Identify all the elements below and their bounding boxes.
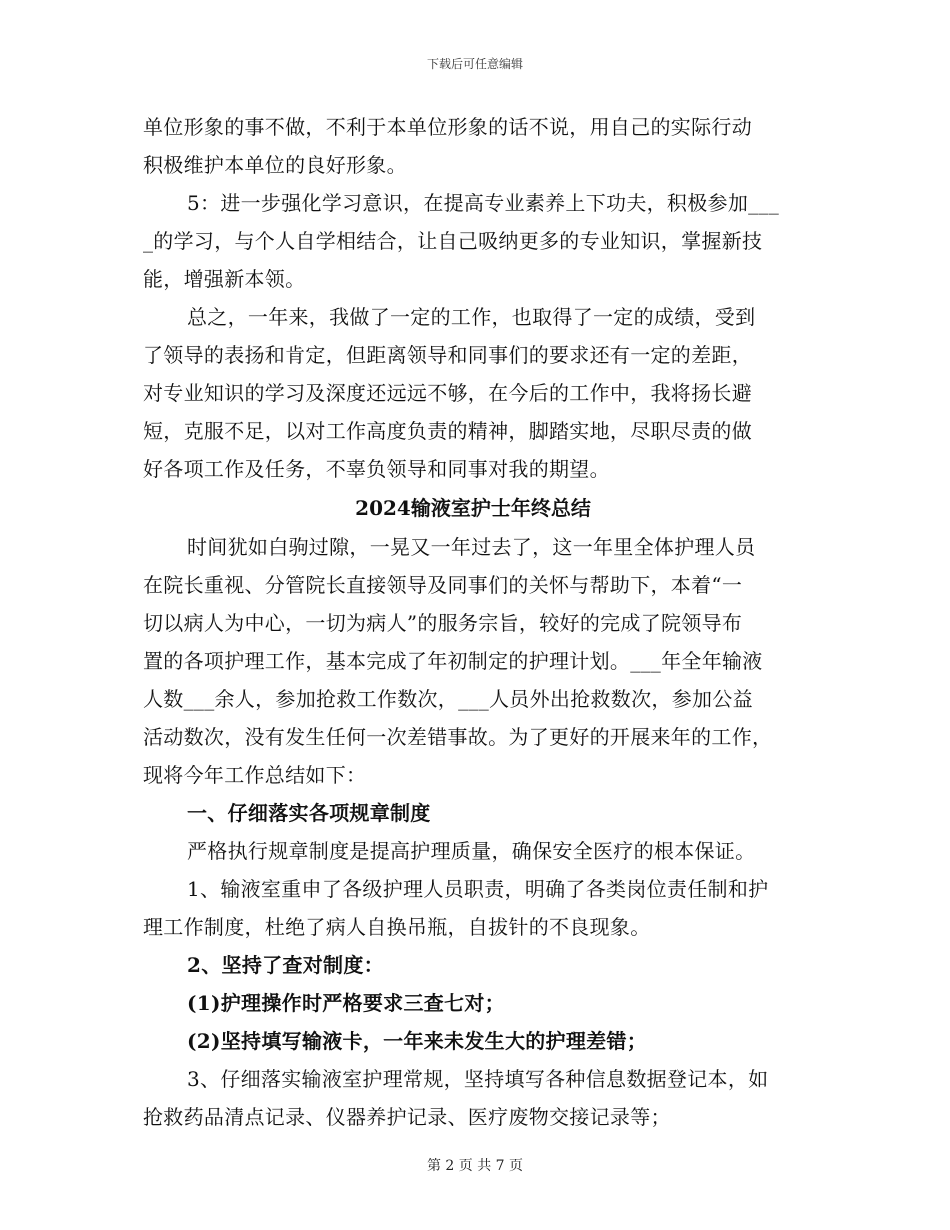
text-line: 单位形象的事不做，不利于本单位形象的话不说，用自己的实际行动 xyxy=(143,115,752,139)
section-heading: 一、仔细落实各项规章制度 xyxy=(187,801,431,825)
sub-item: (1)护理操作时严格要求三查七对； xyxy=(187,991,505,1015)
sub-item: (2)坚持填写输液卡，一年来未发生大的护理差错； xyxy=(187,1029,648,1053)
text-line: 积极维护本单位的良好形象。 xyxy=(143,153,407,177)
text-line: 理工作制度，杜绝了病人自换吊瓶，自拔针的不良现象。 xyxy=(143,915,651,939)
text-line: 活动数次，没有发生任何一次差错事故。为了更好的开展来年的工作， xyxy=(143,725,773,749)
text-line: 短，克服不足，以对工作高度负责的精神，脚踏实地，尽职尽责的做 xyxy=(143,419,752,443)
text-line: 在院长重视、分管院长直接领导及同事们的关怀与帮助下，本着“一 xyxy=(143,573,743,597)
text-line: 现将今年工作总结如下： xyxy=(143,763,367,787)
page-header: 下载后可任意编辑 xyxy=(426,57,523,71)
text-line: 总之，一年来，我做了一定的工作，也取得了一定的成绩，受到 xyxy=(187,305,756,329)
document-title: 2024输液室护士年终总结 xyxy=(355,496,591,520)
text-line: 能，增强新本领。 xyxy=(143,267,306,291)
text-line: 严格执行规章制度是提高护理质量，确保安全医疗的根本保证。 xyxy=(187,839,756,863)
text-line: 人数___余人，参加抢救工作数次，___人员外出抢救数次，参加公益 xyxy=(143,687,753,711)
text-line: 1、输液室重申了各级护理人员职责，明确了各类岗位责任制和护 xyxy=(187,877,769,901)
text-line: 3、仔细落实输液室护理常规，坚持填写各种信息数据登记本，如 xyxy=(187,1067,769,1091)
subsection-heading: 2、坚持了查对制度： xyxy=(187,953,384,977)
text-line: 了领导的表扬和肯定，但距离领导和同事们的要求还有一定的差距， xyxy=(143,343,752,367)
text-line: 好各项工作及任务，不辜负领导和同事对我的期望。 xyxy=(143,457,610,481)
text-line: 5：进一步强化学习意识，在提高专业素养上下功夫，积极参加___ xyxy=(187,191,780,215)
text-line: 抢救药品清点记录、仪器养护记录、医疗废物交接记录等； xyxy=(143,1105,671,1129)
document-body xyxy=(143,108,803,1136)
text-line: 置的各项护理工作，基本完成了年初制定的护理计划。___年全年输液 xyxy=(143,649,763,673)
page-footer: 第 2 页 共 7 页 xyxy=(426,1158,524,1174)
text-line: 时间犹如白驹过隙，一晃又一年过去了，这一年里全体护理人员 xyxy=(187,535,756,559)
text-line: 对专业知识的学习及深度还远远不够，在今后的工作中，我将扬长避 xyxy=(143,381,752,405)
text-line: 切以病人为中心，一切为病人”的服务宗旨，较好的完成了院领导布 xyxy=(143,611,743,635)
text-line: _的学习，与个人自学相结合，让自己吸纳更多的专业知识，掌握新技 xyxy=(143,229,763,253)
